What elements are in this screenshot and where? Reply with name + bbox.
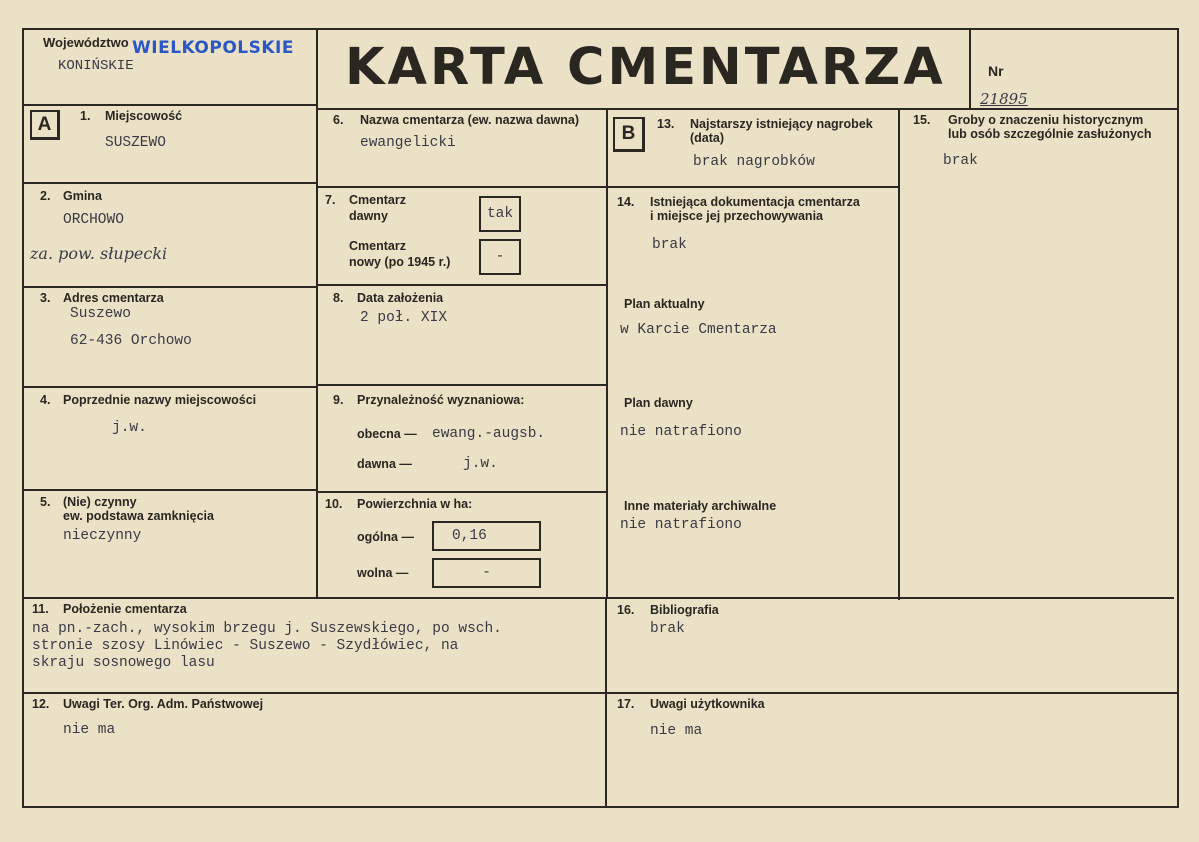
field-8-value: 2 poł. XIX <box>360 310 448 326</box>
field-15-label-line2: lub osób szczególnie zasłużonych <box>948 127 1152 141</box>
field-7-nowy-box: - <box>479 239 521 275</box>
plan-aktualny-label: Plan aktualny <box>624 297 705 311</box>
field-11-value-line2: stronie szosy Linówiec - Suszewo - Szydłówiec, na <box>32 638 459 654</box>
divider <box>969 28 971 108</box>
field-2-value: ORCHOWO <box>63 212 124 228</box>
divider <box>316 284 608 286</box>
field-16-number: 16. <box>617 603 635 617</box>
field-5-value: nieczynny <box>63 528 142 544</box>
field-17-number: 17. <box>617 697 635 711</box>
divider <box>606 108 608 598</box>
field-3-number: 3. <box>40 291 51 305</box>
field-9-dawna-value: j.w. <box>463 456 498 472</box>
field-9-number: 9. <box>333 393 344 407</box>
field-10-ogolna-label: ogólna — <box>357 530 414 544</box>
field-3-value-line1: Suszewo <box>70 306 131 322</box>
field-13-label-line1: Najstarszy istniejący nagrobek <box>690 117 873 131</box>
divider <box>316 108 1178 110</box>
field-10-label: Powierzchnia w ha: <box>357 497 473 511</box>
border-left <box>22 28 24 808</box>
field-16-label: Bibliografia <box>650 603 719 617</box>
nr-label: Nr <box>988 63 1004 79</box>
field-15-number: 15. <box>913 113 931 127</box>
field-2-handwritten-note: za. pow. słupecki <box>30 244 168 263</box>
divider <box>22 692 1179 694</box>
field-7-dawny-box: tak <box>479 196 521 232</box>
field-12-number: 12. <box>32 697 50 711</box>
wojewodztwo-label: Województwo <box>43 35 129 50</box>
field-9-obecna-value: ewang.-augsb. <box>432 426 546 442</box>
field-12-label: Uwagi Ter. Org. Adm. Państwowej <box>63 697 264 711</box>
divider <box>316 491 608 493</box>
field-6-number: 6. <box>333 113 344 127</box>
page-title: KARTA CMENTARZA <box>345 38 946 97</box>
divider <box>316 186 608 188</box>
field-13-number: 13. <box>657 117 675 131</box>
divider <box>898 108 900 600</box>
divider <box>22 597 1174 599</box>
field-15-value: brak <box>943 153 978 169</box>
section-a-box: A <box>30 110 60 140</box>
field-11-number: 11. <box>32 602 49 616</box>
divider <box>22 104 318 106</box>
nr-value: 21895 <box>980 90 1028 108</box>
field-15-label-line1: Groby o znaczeniu historycznym <box>948 113 1144 127</box>
section-b-box: B <box>613 117 645 152</box>
field-3-value-line2: 62-436 Orchowo <box>70 333 192 349</box>
field-7-number: 7. <box>325 193 336 207</box>
field-8-number: 8. <box>333 291 344 305</box>
divider <box>22 386 318 388</box>
field-4-value: j.w. <box>112 420 147 436</box>
field-11-value-line1: na pn.-zach., wysokim brzegu j. Suszewskiego, po wsch. <box>32 621 502 637</box>
field-2-number: 2. <box>40 189 51 203</box>
field-11-label: Położenie cmentarza <box>63 602 187 616</box>
wojewodztwo-old-value: KONIŃSKIE <box>58 58 134 74</box>
field-14-number: 14. <box>617 195 635 209</box>
field-17-value: nie ma <box>650 723 703 739</box>
border-right <box>1177 28 1179 808</box>
field-16-value: brak <box>650 621 685 637</box>
field-10-wolna-box: - <box>432 558 541 588</box>
field-10-number: 10. <box>325 497 343 511</box>
divider <box>605 597 607 807</box>
plan-dawny-label: Plan dawny <box>624 396 693 410</box>
field-14-value: brak <box>652 237 687 253</box>
wojewodztwo-stamp: WIELKOPOLSKIE <box>132 38 294 58</box>
field-13-label-line2: (data) <box>690 131 725 145</box>
field-4-number: 4. <box>40 393 51 407</box>
field-10-ogolna-box: 0,16 <box>432 521 541 551</box>
inne-materialy-label: Inne materiały archiwalne <box>624 499 777 513</box>
field-7-label-dawny-1: Cmentarz <box>349 193 406 207</box>
inne-materialy-value: nie natrafiono <box>620 517 742 533</box>
divider <box>606 186 900 188</box>
field-6-label: Nazwa cmentarza (ew. nazwa dawna) <box>360 113 580 127</box>
field-9-label: Przynależność wyznaniowa: <box>357 393 525 407</box>
field-13-value: brak nagrobków <box>693 154 815 170</box>
field-14-label-line1: Istniejąca dokumentacja cmentarza <box>650 195 860 209</box>
divider <box>22 182 318 184</box>
field-14-label-line2: i miejsce jej przechowywania <box>650 209 823 223</box>
border-top <box>22 28 1179 30</box>
field-5-label-line2: ew. podstawa zamknięcia <box>63 509 214 523</box>
field-8-label: Data założenia <box>357 291 444 305</box>
plan-dawny-value: nie natrafiono <box>620 424 742 440</box>
field-1-number: 1. <box>80 109 91 123</box>
field-11-value-line3: skraju sosnowego lasu <box>32 655 215 671</box>
field-4-label: Poprzednie nazwy miejscowości <box>63 393 257 407</box>
field-9-dawna-label: dawna — <box>357 457 412 471</box>
field-6-value: ewangelicki <box>360 135 456 151</box>
field-12-value: nie ma <box>63 722 116 738</box>
divider <box>316 28 318 598</box>
border-bottom <box>22 806 1179 808</box>
field-7-label-nowy-1: Cmentarz <box>349 239 406 253</box>
field-9-obecna-label: obecna — <box>357 427 417 441</box>
field-3-label: Adres cmentarza <box>63 291 164 305</box>
field-2-label: Gmina <box>63 189 102 203</box>
divider <box>22 286 318 288</box>
plan-aktualny-value: w Karcie Cmentarza <box>620 322 777 338</box>
field-5-number: 5. <box>40 495 51 509</box>
field-5-label-line1: (Nie) czynny <box>63 495 137 509</box>
field-7-label-dawny-2: dawny <box>349 209 388 223</box>
field-1-value: SUSZEWO <box>105 135 166 151</box>
field-10-wolna-label: wolna — <box>357 566 409 580</box>
divider <box>316 384 608 386</box>
divider <box>22 489 318 491</box>
field-1-label: Miejscowość <box>105 109 183 123</box>
field-17-label: Uwagi użytkownika <box>650 697 765 711</box>
field-7-label-nowy-2: nowy (po 1945 r.) <box>349 255 451 269</box>
